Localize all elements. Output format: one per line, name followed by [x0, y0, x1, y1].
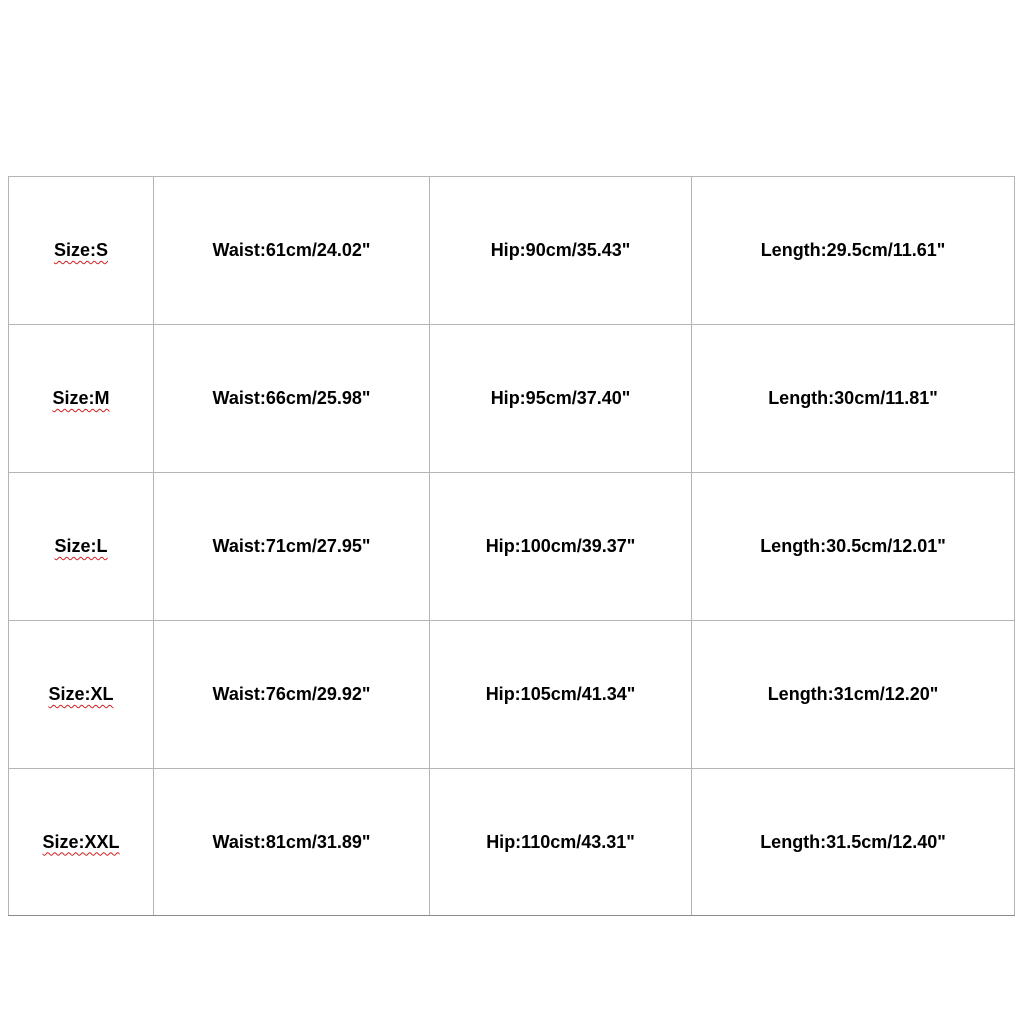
length-cell: Length:31cm/12.20" [692, 621, 1015, 769]
hip-cell: Hip:110cm/43.31" [430, 769, 692, 916]
hip-cell: Hip:95cm/37.40" [430, 325, 692, 473]
length-cell: Length:31.5cm/12.40" [692, 769, 1015, 916]
hip-cell: Hip:90cm/35.43" [430, 177, 692, 325]
size-cell [9, 177, 154, 325]
waist-cell: Waist:71cm/27.95" [154, 473, 430, 621]
size-label: Size:S [53, 240, 109, 260]
hip-cell: Hip:100cm/39.37" [430, 473, 692, 621]
size-label: Size:L [54, 536, 108, 556]
size-label: Size:XXL [42, 831, 120, 852]
size-label: Size:M [52, 388, 110, 408]
table-row [9, 177, 1015, 325]
size-cell [9, 769, 154, 916]
size-cell [9, 325, 154, 473]
table-row [9, 769, 1015, 916]
size-label: Size:XL [48, 684, 114, 704]
waist-cell: Waist:81cm/31.89" [154, 769, 430, 916]
size-cell [9, 473, 154, 621]
length-cell: Length:29.5cm/11.61" [692, 177, 1015, 325]
waist-cell: Waist:61cm/24.02" [154, 177, 430, 325]
waist-cell: Waist:66cm/25.98" [154, 325, 430, 473]
table-row [9, 325, 1015, 473]
length-cell: Length:30.5cm/12.01" [692, 473, 1015, 621]
waist-cell: Waist:76cm/29.92" [154, 621, 430, 769]
size-chart-table [8, 176, 1015, 916]
table-row [9, 621, 1015, 769]
table-row [9, 473, 1015, 621]
hip-cell: Hip:105cm/41.34" [430, 621, 692, 769]
size-cell [9, 621, 154, 769]
length-cell: Length:30cm/11.81" [692, 325, 1015, 473]
